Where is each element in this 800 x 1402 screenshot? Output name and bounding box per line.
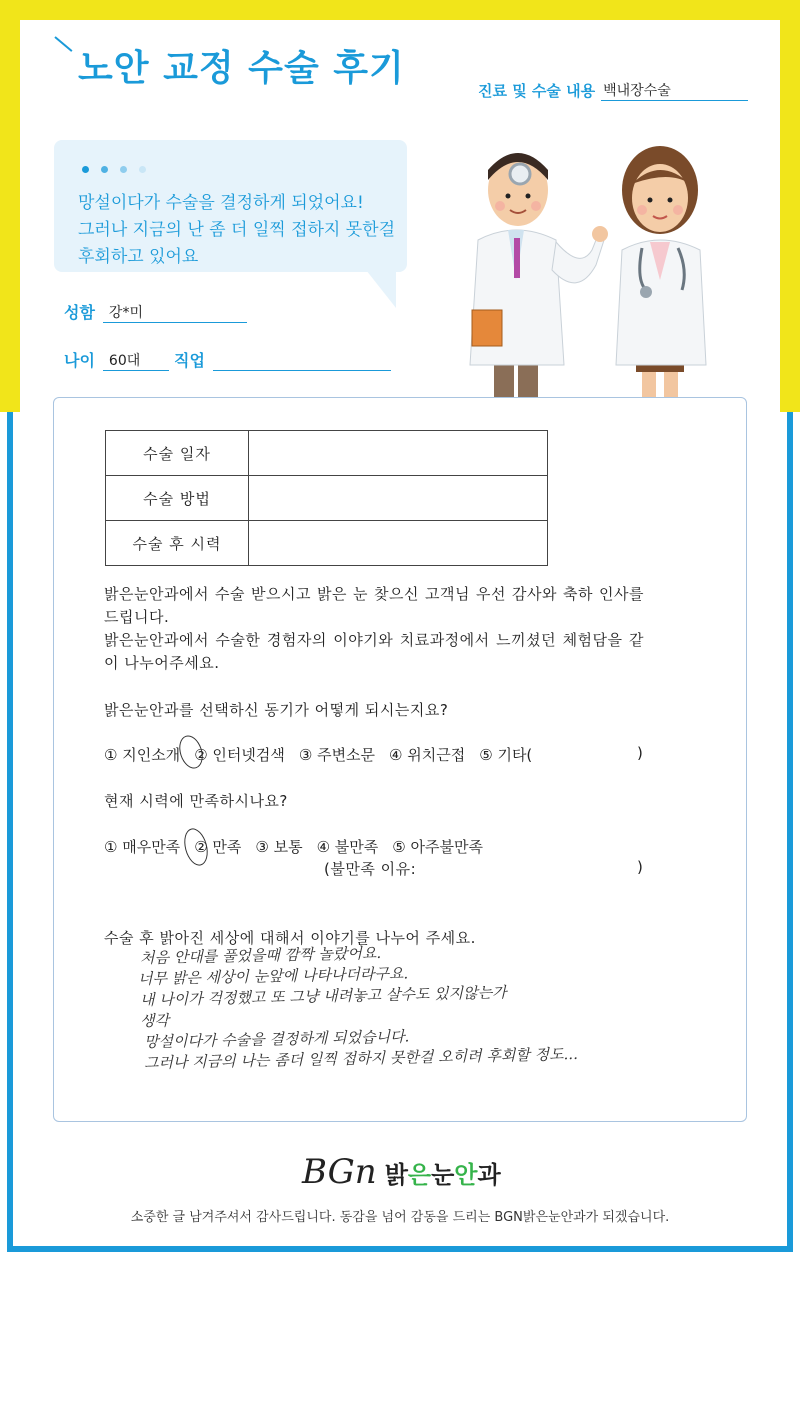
treatment-field <box>478 80 748 101</box>
q2-option: ③ 보통 <box>255 838 303 856</box>
question-1: 밝은눈안과를 선택하신 동기가 어떻게 되시는지요? <box>104 701 449 719</box>
female-doctor-illustration <box>616 146 706 400</box>
q1-option-selected: ② 인터넷검색 <box>194 746 285 764</box>
job-field <box>174 348 391 371</box>
intro-paragraph-1: 밝은눈안과에서 수술 받으시고 밝은 눈 찾으신 고객님 우선 감사와 축하 인사를 드립니다. <box>104 585 644 626</box>
q1-option: ① 지인소개 <box>104 746 181 764</box>
treatment-label: 진료 및 수술 내용 <box>478 82 596 100</box>
q1-option: ③ 주변소문 <box>298 746 376 764</box>
question-2: 현재 시력에 만족하시나요? <box>104 792 288 810</box>
handwritten-line: 처음 안대를 풀었을때 깜짝 놀랐어요. <box>139 943 382 967</box>
frame-left-blue <box>7 412 13 1252</box>
table-row <box>106 521 548 566</box>
frame-bottom-blue <box>7 1246 793 1252</box>
page-title: 노안 교정 수술 후기 <box>78 48 405 89</box>
bgn-logo <box>302 1152 501 1192</box>
q2-option-selected: ② 만족 <box>194 838 242 856</box>
age-label: 나이 <box>64 351 95 370</box>
job-value <box>213 353 391 371</box>
job-label: 직업 <box>174 351 205 370</box>
surgery-date-label: 수술 일자 <box>106 431 249 476</box>
q1-option: ④ 위치근접 <box>389 746 466 764</box>
bubble-dots <box>82 166 146 173</box>
surgery-method-label: 수술 방법 <box>106 476 249 521</box>
handwritten-line: 너무 밝은 세상이 눈앞에 나타나더라구요. <box>137 964 409 988</box>
intro-paragraph-2: 밝은눈안과에서 수술한 경험자의 이야기와 치료과정에서 느끼셨던 체험담을 같이 나누어주세요. <box>104 631 644 672</box>
q2-close-paren: ) <box>637 858 643 876</box>
dot-3 <box>120 166 127 173</box>
post-vision-label: 수술 후 시력 <box>106 521 249 566</box>
handwritten-line: 망설이다가 수술을 결정하게 되었습니다. <box>143 1027 410 1051</box>
handwritten-line: 그러나 지금의 나는 좀더 일찍 접하지 못한걸 오히려 후회할 정도... <box>143 1044 579 1072</box>
handwritten-line: 내 나이가 걱정했고 또 그냥 내려놓고 살수도 있지않는가 <box>139 983 507 1009</box>
handwritten-line: 생각 <box>139 1011 170 1030</box>
q1-option: ⑤ 기타( <box>479 746 533 764</box>
q2-option: ④ 불만족 <box>316 838 379 856</box>
table-row <box>106 476 548 521</box>
bgn-logo-name: 밝은눈안과 <box>384 1160 501 1189</box>
surgery-date-value <box>249 431 548 476</box>
name-field <box>64 300 247 323</box>
bubble-line: 후회하고 있어요 <box>78 247 199 267</box>
dot-4 <box>139 166 146 173</box>
post-vision-value <box>249 521 548 566</box>
frame-left-yellow <box>0 0 20 412</box>
bubble-text <box>78 190 398 271</box>
q2-option: ⑤ 아주불만족 <box>392 838 483 856</box>
bubble-line: 망설이다가 수술을 결정하게 되었어요! <box>78 193 364 213</box>
treatment-value: 백내장수술 <box>601 82 748 101</box>
speech-bubble-tail <box>366 270 396 308</box>
dot-1 <box>82 166 89 173</box>
dot-2 <box>101 166 108 173</box>
surgery-method-value <box>249 476 548 521</box>
frame-right-blue <box>787 412 793 1252</box>
age-field <box>64 348 169 371</box>
q2-reason-label: (불만족 이유: <box>324 860 417 878</box>
age-value: 60대 <box>103 352 169 371</box>
table-row <box>106 431 548 476</box>
q2-option: ① 매우만족 <box>104 838 181 856</box>
doctors-illustration <box>460 130 760 400</box>
male-doctor-illustration <box>470 153 608 398</box>
frame-top <box>0 0 800 20</box>
question-3: 수술 후 밝아진 세상에 대해서 이야기를 나누어 주세요. <box>104 929 476 947</box>
title-accent <box>54 36 72 52</box>
name-value: 강*미 <box>103 304 247 323</box>
footer-message: 소중한 글 남겨주셔서 감사드립니다. 동감을 넘어 감동을 드리는 BGN밝은눈안과가 되겠습니다. <box>130 1210 670 1225</box>
frame-right-yellow <box>780 0 800 412</box>
name-label: 성함 <box>64 303 95 322</box>
bgn-logo-mark: BGn <box>302 1152 377 1192</box>
bubble-line: 그러나 지금의 난 좀 더 일찍 접하지 못한걸 <box>78 220 396 240</box>
surgery-info-table <box>105 430 548 566</box>
handwritten-answer <box>137 943 610 1074</box>
q1-close-paren: ) <box>637 744 643 762</box>
